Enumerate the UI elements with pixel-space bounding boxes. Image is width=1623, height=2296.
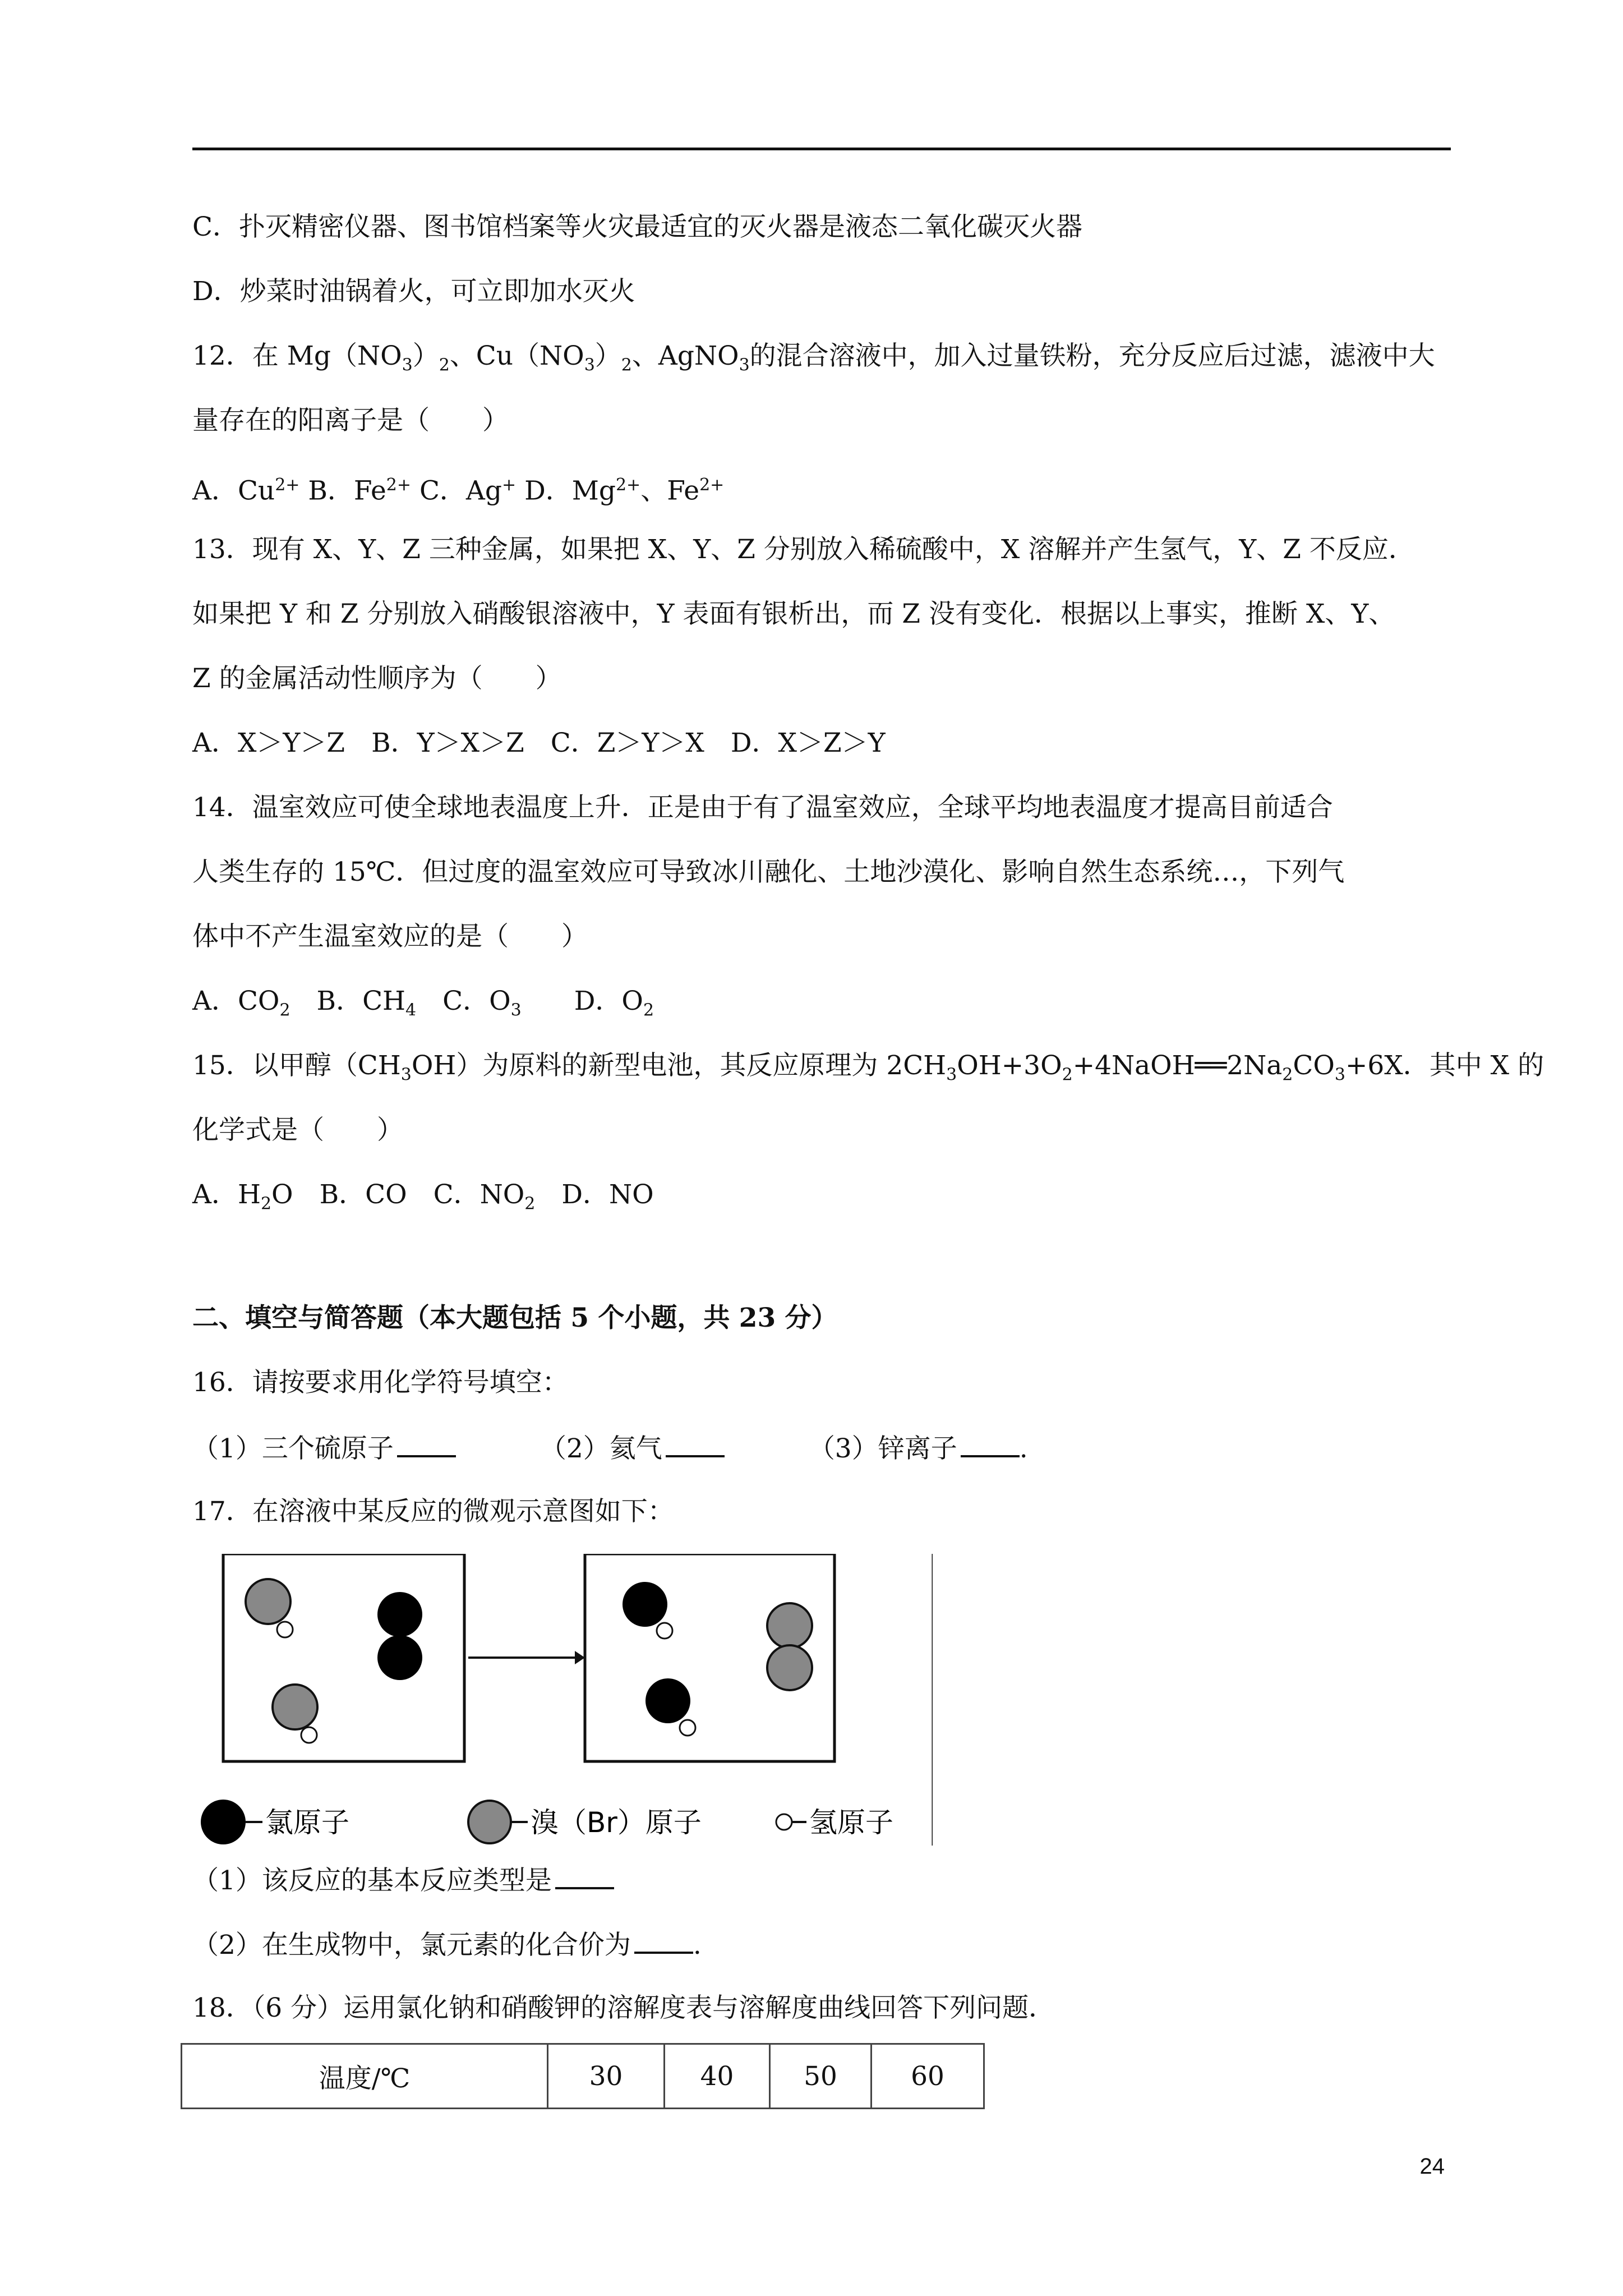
- table-cell: 40: [665, 2044, 770, 2109]
- question-14-line3: 体中不产生温室效应的是（ ）: [192, 921, 588, 952]
- question-15-line1: 15．以甲醇$(CH_3OH)$为原料的新型电池，其反应原理为 $2CH_3OH+3O_2+4NaOH══2Na_2CO_3+6X$．其中 X 的: [192, 1050, 1544, 1085]
- answer-blank[interactable]: [961, 1430, 1020, 1457]
- answer-blank[interactable]: [634, 1927, 693, 1954]
- answer-blank[interactable]: [555, 1862, 614, 1889]
- question-15-options: A．$H_2O$ B．CO C．$NO_2$ D．NO: [192, 1179, 654, 1214]
- temperature-table: [181, 2043, 985, 2109]
- chlorine-atom: [645, 1678, 690, 1723]
- question-13-line1: 13．现有 X、Y、Z 三种金属，如果把 X、Y、Z 分别放入稀硫酸中，X 溶解并产生氢气，Y、Z 不反应．: [192, 534, 1415, 565]
- table-header-cell: 温度/℃: [182, 2044, 548, 2109]
- option-d-line: D．炒菜时油锅着火，可立即加水灭火: [192, 276, 635, 307]
- chlorine-atom: [377, 1635, 422, 1680]
- legend-chlorine-label: 氯原子: [265, 1806, 349, 1839]
- answer-blank[interactable]: [397, 1430, 456, 1457]
- bromine-atom: [246, 1579, 291, 1624]
- header-rule: [192, 148, 1451, 150]
- table-cell: 30: [548, 2044, 665, 2109]
- table-cell: 60: [872, 2044, 984, 2109]
- answer-blank[interactable]: [666, 1430, 725, 1457]
- question-18: 18．（6 分）运用氯化钠和硝酸钾的溶解度表与溶解度曲线回答下列问题．: [192, 1993, 1055, 2023]
- question-16-parts: （1）三个硫原子 （2）氦气 （3）锌离子 .: [192, 1430, 1028, 1466]
- question-16: 16．请按要求用化学符号填空：: [192, 1367, 569, 1398]
- question-13-options: A．X＞Y＞Z B．Y＞X＞Z C．Z＞Y＞X D．X＞Z＞Y: [192, 728, 886, 758]
- bromine-atom: [767, 1645, 812, 1690]
- legend-hydrogen-label: 氢原子: [809, 1806, 893, 1839]
- question-17: 17．在溶液中某反应的微观示意图如下：: [192, 1496, 674, 1527]
- question-17-part1: （1）该反应的基本反应类型是: [192, 1862, 614, 1898]
- arrow-head: [575, 1651, 585, 1664]
- hydrogen-atom: [657, 1623, 672, 1639]
- bromine-atom: [273, 1685, 317, 1729]
- question-13-line2: 如果把 Y 和 Z 分别放入硝酸银溶液中，Y 表面有银析出，而 Z 没有变化．根据以上事实，推断 X、Y、: [192, 599, 1395, 629]
- question-12-options: A．$Cu^{2+}$ B．$Fe^{2+}$ C．Ag+ D．$Mg^{2+}$、$Fe^{2+}$: [192, 475, 725, 507]
- hydrogen-atom: [301, 1727, 317, 1743]
- chlorine-atom: [623, 1582, 667, 1627]
- legend-hydrogen-circle: [776, 1814, 792, 1830]
- legend-bromine-label: 溴（Br）原子: [531, 1806, 702, 1839]
- question-14-line1: 14．温室效应可使全球地表温度上升．正是由于有了温室效应，全球平均地表温度才提高目前适合: [192, 792, 1333, 823]
- legend-bromine-circle: [468, 1801, 511, 1843]
- bromine-atom: [767, 1603, 812, 1648]
- question-13-line3: Z 的金属活动性顺序为（ ）: [192, 663, 562, 694]
- hydrogen-atom: [680, 1720, 695, 1736]
- chlorine-atom: [377, 1592, 422, 1637]
- legend-chlorine-circle: [201, 1800, 246, 1844]
- table-row: [182, 2044, 984, 2109]
- question-15-line2: 化学式是（ ）: [192, 1115, 403, 1145]
- hydrogen-atom: [277, 1622, 293, 1637]
- question-14-line2: 人类生存的 15℃．但过度的温室效应可导致冰川融化、土地沙漠化、影响自然生态系统…，下列气: [192, 857, 1345, 887]
- section-2-heading: 二、填空与简答题（本大题包括 5 个小题，共 23 分）: [192, 1303, 838, 1333]
- question-17-part2: （2）在生成物中，氯元素的化合价为 .: [192, 1927, 702, 1962]
- reaction-diagram: [192, 1554, 933, 1851]
- page-number: 24: [1419, 2154, 1445, 2179]
- question-14-options: A．$CO_2$ B．$CH_4$ C．$O_3$ D．$O_2$: [192, 986, 654, 1020]
- option-c-line: C．扑灭精密仪器、图书馆档案等火灾最适宜的灭火器是液态二氧化碳灭火器: [192, 211, 1082, 242]
- question-12-line2: 量存在的阳离子是（ ）: [192, 405, 509, 436]
- question-12-line1: 12．在 $Mg(NO_3)_2$、$Cu(NO_3)_2$、AgNO$_3$的混合溶液中，加入过量铁粉，充分反应后过滤，滤液中大: [192, 341, 1435, 375]
- table-cell: 50: [770, 2044, 872, 2109]
